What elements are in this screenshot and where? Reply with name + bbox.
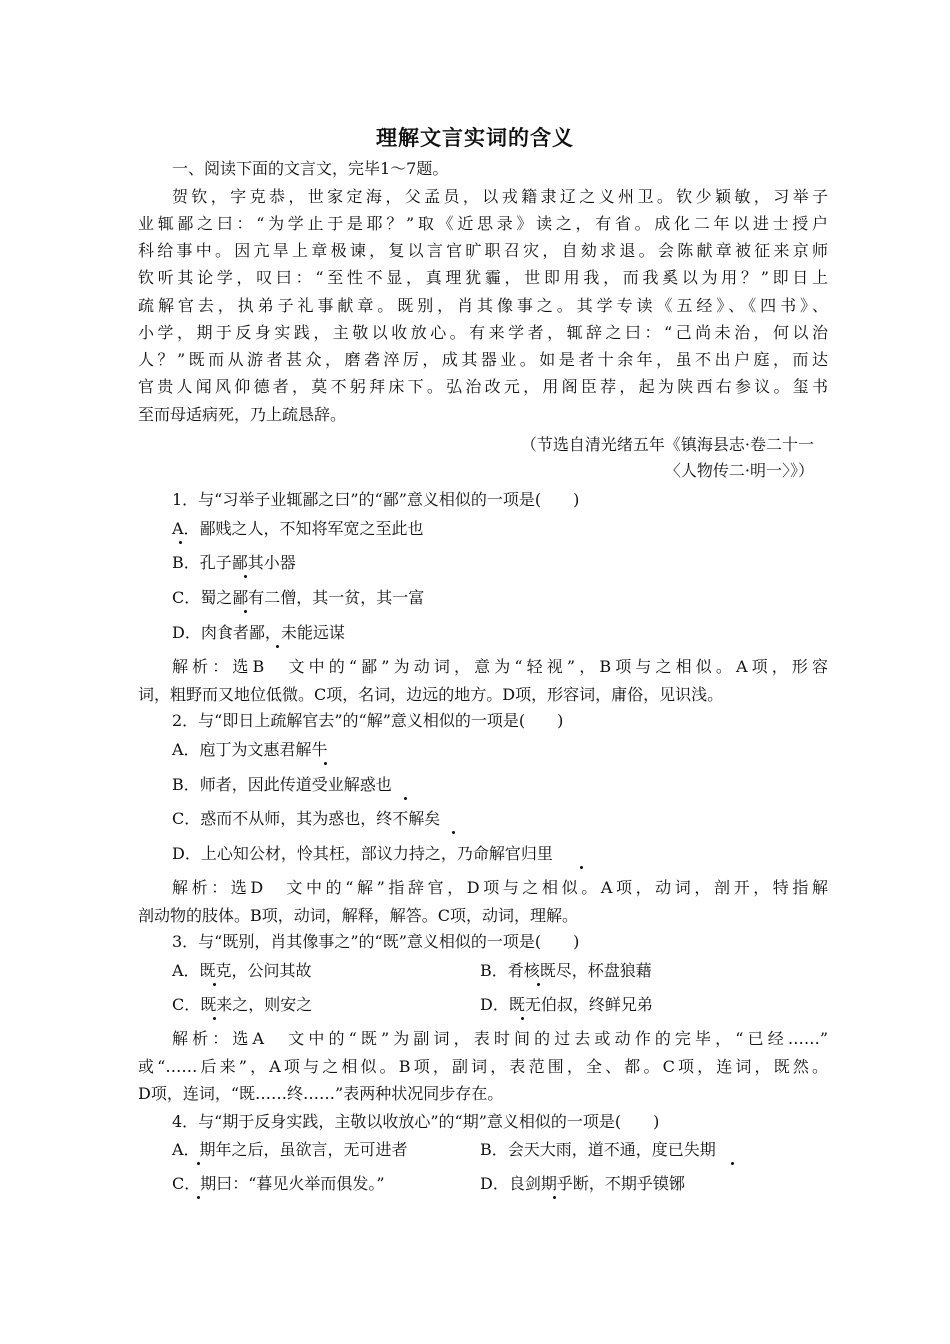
option-a: A．庖丁为文惠君解牛 xyxy=(172,740,328,759)
emphasis-dot xyxy=(452,831,455,834)
option-a: A．既克，公问其故 xyxy=(172,961,312,980)
emphasis-dot xyxy=(521,1017,524,1020)
emphasis-dot xyxy=(580,866,583,869)
analysis-text: 解析：选A 文中的“既”为副词，表时间的过去或动作的完毕，“已经……” xyxy=(172,1029,828,1048)
option-c: C．蜀之鄙有二僧，其一贫，其一富 xyxy=(172,588,425,607)
emphasis-dot xyxy=(197,1196,200,1199)
option-d: D．上心知公材，怜其枉，部议力持之，乃命解官归里 xyxy=(172,844,553,863)
question-stem: 3．与“既别，肖其像事之”的“既”意义相似的一项是( ) xyxy=(172,932,580,951)
passage-line: 钦听其论学，叹曰：“至性不显，真理犹霾，世即用我，而我奚以为用？”即日上 xyxy=(138,268,828,287)
option-d: D．良剑期乎断，不期乎镆铘 xyxy=(480,1174,685,1193)
passage-line: 至而母适病死，乃上疏恳辞。 xyxy=(138,405,347,424)
question-stem: 2．与“即日上疏解官去”的“解”意义相似的一项是( ) xyxy=(172,711,564,730)
page-title: 理解文言实词的含义 xyxy=(376,125,574,150)
option-c: C．期曰：“暮见火举而俱发。” xyxy=(172,1174,385,1193)
passage-line: 业辄鄙之曰：“为学止于是耶？”取《近思录》读之，有省。成化二年以进士授户 xyxy=(138,214,828,233)
question-stem: 1．与“习举子业辄鄙之曰”的“鄙”意义相似的一项是( ) xyxy=(172,490,580,509)
analysis-text: 解析：选D 文中的“解”指辞官，D项与之相似。A项，动词，剖开，特指解 xyxy=(172,878,828,897)
option-d: D．既无伯叔，终鲜兄弟 xyxy=(480,995,653,1014)
option-c: C．既来之，则安之 xyxy=(172,995,313,1014)
analysis-text: D项，连词，“既……终……”表两种状况同步存在。 xyxy=(138,1084,504,1103)
passage-line: 小学，期于反身实践，主敬以收放心。有来学者，辄辞之曰：“己尚未治，何以治 xyxy=(138,323,828,342)
emphasis-dot xyxy=(276,645,279,648)
emphasis-dot xyxy=(197,1162,200,1165)
option-b: B．师者，因此传道受业解惑也 xyxy=(172,775,392,794)
option-b: B．孔子鄙其小器 xyxy=(172,553,296,572)
option-c: C．惑而不从师，其为惑也，终不解矣 xyxy=(172,809,441,828)
emphasis-dot xyxy=(213,983,216,986)
emphasis-dot xyxy=(324,762,327,765)
passage-line: 官贵人闻风仰德者，莫不躬拜床下。弘治改元，用阁臣荐，起为陕西右参议。玺书 xyxy=(138,377,828,396)
option-a: A．鄙贱之人，不知将军宽之至此也 xyxy=(172,519,424,538)
option-row xyxy=(172,1173,828,1195)
source-citation: （节选自清光绪五年《镇海县志·卷二十一 xyxy=(520,435,814,454)
emphasis-dot xyxy=(404,797,407,800)
option-row xyxy=(172,994,828,1016)
emphasis-dot xyxy=(244,610,247,613)
emphasis-dot xyxy=(731,1162,734,1165)
passage-line: 疏解官去，执弟子礼事献章。既别，肖其像事之。其学专读《五经》、《四书》、 xyxy=(138,296,828,315)
option-a: A．期年之后，虽欲言，无可进者 xyxy=(172,1140,408,1159)
option-row xyxy=(172,960,828,982)
section-intro: 一、阅读下面的文言文，完毕1～7题。 xyxy=(172,159,449,178)
analysis-text: 剖动物的肢体。B项，动词，解释，解答。C项，动词，理解。 xyxy=(138,906,579,925)
question-stem: 4．与“期于反身实践，主敬以收放心”的“期”意义相似的一项是( ) xyxy=(172,1112,660,1131)
emphasis-dot xyxy=(213,1017,216,1020)
passage-line: 科给事中。因亢旱上章极谏，复以言官旷职召灾，自劾求退。会陈献章被征来京师 xyxy=(138,241,828,260)
option-d: D．肉食者鄙，未能远谋 xyxy=(172,623,345,642)
emphasis-dot xyxy=(244,575,247,578)
option-b: B．肴核既尽，杯盘狼藉 xyxy=(480,961,652,980)
analysis-text: 或“……后来”，A项与之相似。B项，副词，表范围，全、都。C项，连词，既然。 xyxy=(138,1057,828,1076)
analysis-text: 词，粗野而又地位低微。C项，名词，边远的地方。D项，形容词，庸俗，见识浅。 xyxy=(138,685,724,704)
emphasis-dot xyxy=(179,541,182,544)
analysis-text: 解析：选B 文中的“鄙”为动词，意为“轻视”，B项与之相似。A项，形容 xyxy=(172,657,828,676)
option-b: B．会天大雨，道不通，度已失期 xyxy=(480,1140,716,1159)
passage-line: 贺钦，字克恭，世家定海，父孟员，以戎籍隶辽之义州卫。钦少颖敏，习举子 xyxy=(172,187,828,206)
emphasis-dot xyxy=(537,983,540,986)
passage-line: 人？”既而从游者甚众，磨砻淬厉，成其器业。如是者十余年，虽不出户庭，而达 xyxy=(138,350,828,369)
emphasis-dot xyxy=(553,1196,556,1199)
source-citation: 〈人物传二·明一〉》） xyxy=(664,461,814,480)
option-row xyxy=(172,1139,828,1161)
